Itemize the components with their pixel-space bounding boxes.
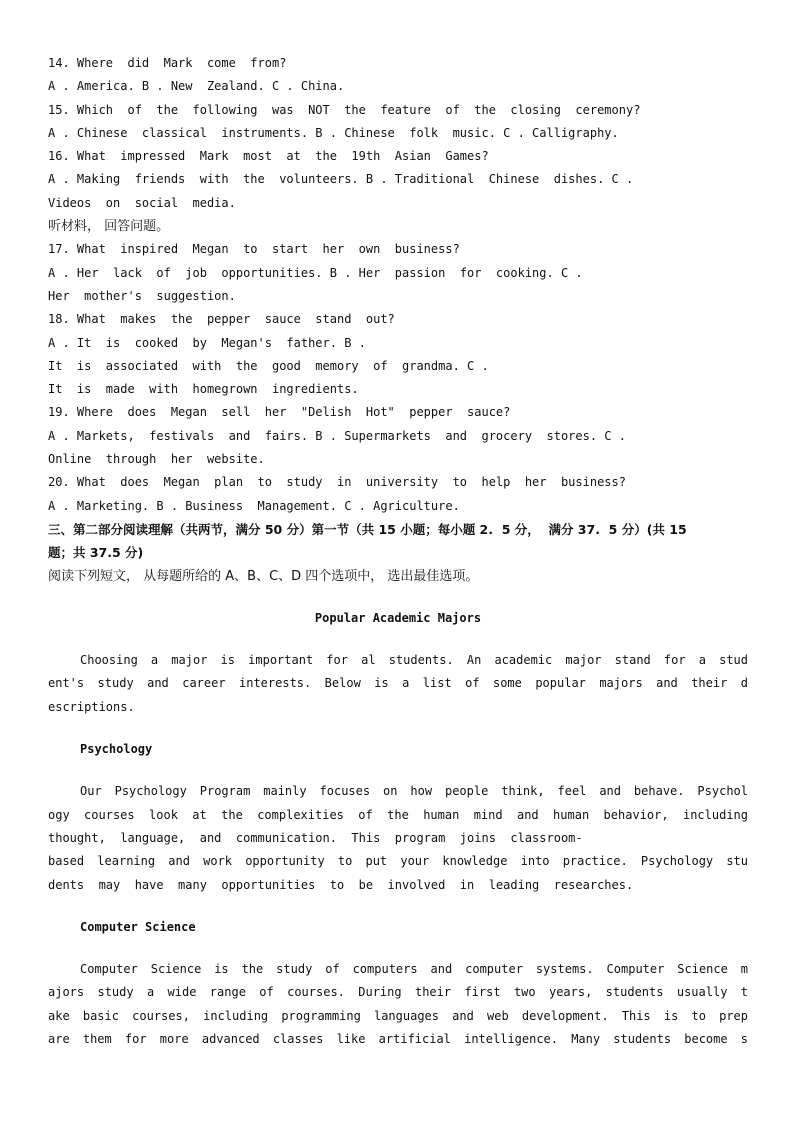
section-heading-cont: 题；共 37.5 分) [48,545,144,561]
psychology-paragraph [48,780,748,896]
paragraph-line: thought, language, and communication. This program joins classroom- [48,830,583,845]
question-19: 19. Where does Megan sell her "Delish Hot" pepper sauce? [48,405,511,420]
paragraph-line: Computer Science is the study of computers and computer systems. Computer Science m [80,962,748,977]
question-17: 17. What inspired Megan to start her own business? [48,242,460,257]
article-title: Popular Academic Majors [314,610,482,625]
computer-science-heading: Computer Science [80,919,196,934]
paragraph-line: are them for more advanced classes like artificial intelligence. Many students become s [48,1031,748,1046]
question-14: 14. Where did Mark come from? [48,56,287,70]
paragraph-line: dents may have many opportunities to be involved in leading researches. [48,877,634,892]
question-18-options-cont-2: It is made with homegrown ingredients. [48,382,359,397]
psychology-heading: Psychology [80,742,153,757]
question-17-options: A . Her lack of job opportunities. B . Her passion for cooking. C . [48,265,583,280]
reading-instruction: 阅读下列短文， 从每题所给的 A、B、C、D 四个选项中， 选出最佳选项。 [48,568,479,584]
paragraph-line: based learning and work opportunity to put your knowledge into practice. Psychology stu [48,854,748,869]
question-16-options: A . Making friends with the volunteers. B . Traditional Chinese dishes. C . [48,172,634,187]
question-19-options-cont: Online through her website. [48,452,265,467]
question-18-options: A . It is cooked by Megan's father. B . [48,335,366,350]
paragraph-line: Choosing a major is important for al students. An academic major stand for a stud [80,653,748,668]
section-heading: 三、第二部分阅读理解（共两节，满分 50 分）第一节（共 15 小题；每小题 2. 5 分， 满分 37. 5 分）(共 15 [48,521,687,537]
question-14-options: A . America. B . New Zealand. C . China. [48,79,345,94]
question-15: 15. Which of the following was NOT the feature of the closing ceremony? [48,102,641,117]
computer-science-paragraph [48,958,748,1051]
paragraph-line: ogy courses look at the complexities of the human mind and human behavior, including [48,807,748,822]
question-20: 20. What does Megan plan to study in university to help her business? [48,475,626,490]
question-17-options-cont: Her mother's suggestion. [48,288,236,303]
question-18-options-cont: It is associated with the good memory of grandma. C . [48,358,489,373]
question-19-options: A . Markets, festivals and fairs. B . Supermarkets and grocery stores. C . [48,428,626,443]
question-15-options: A . Chinese classical instruments. B . Chinese folk music. C . Calligraphy. [48,125,619,140]
question-18: 18. What makes the pepper sauce stand out? [48,312,395,327]
listening-questions-14-16 [48,52,748,215]
paragraph-line: ent's study and career interests. Below is a list of some popular majors and their d [48,676,748,691]
question-16: 16. What impressed Mark most at the 19th Asian Games? [48,149,489,164]
paragraph-line: Our Psychology Program mainly focuses on how people think, feel and behave. Psychol [80,784,748,799]
listening-questions-17-20 [48,238,748,518]
question-20-options: A . Marketing. B . Business Management. C . Agriculture. [48,498,460,513]
paragraph-line: ake basic courses, including programming languages and web development. This is to prep [48,1008,748,1023]
paragraph-line: escriptions. [48,699,135,714]
document-page [48,52,748,1051]
question-16-options-cont: Videos on social media. [48,195,236,210]
paragraph-line: ajors study a wide range of courses. During their first two years, students usually t [48,985,748,1000]
listen-instruction: 听材料， 回答问题。 [48,219,170,235]
article-intro [48,649,748,719]
